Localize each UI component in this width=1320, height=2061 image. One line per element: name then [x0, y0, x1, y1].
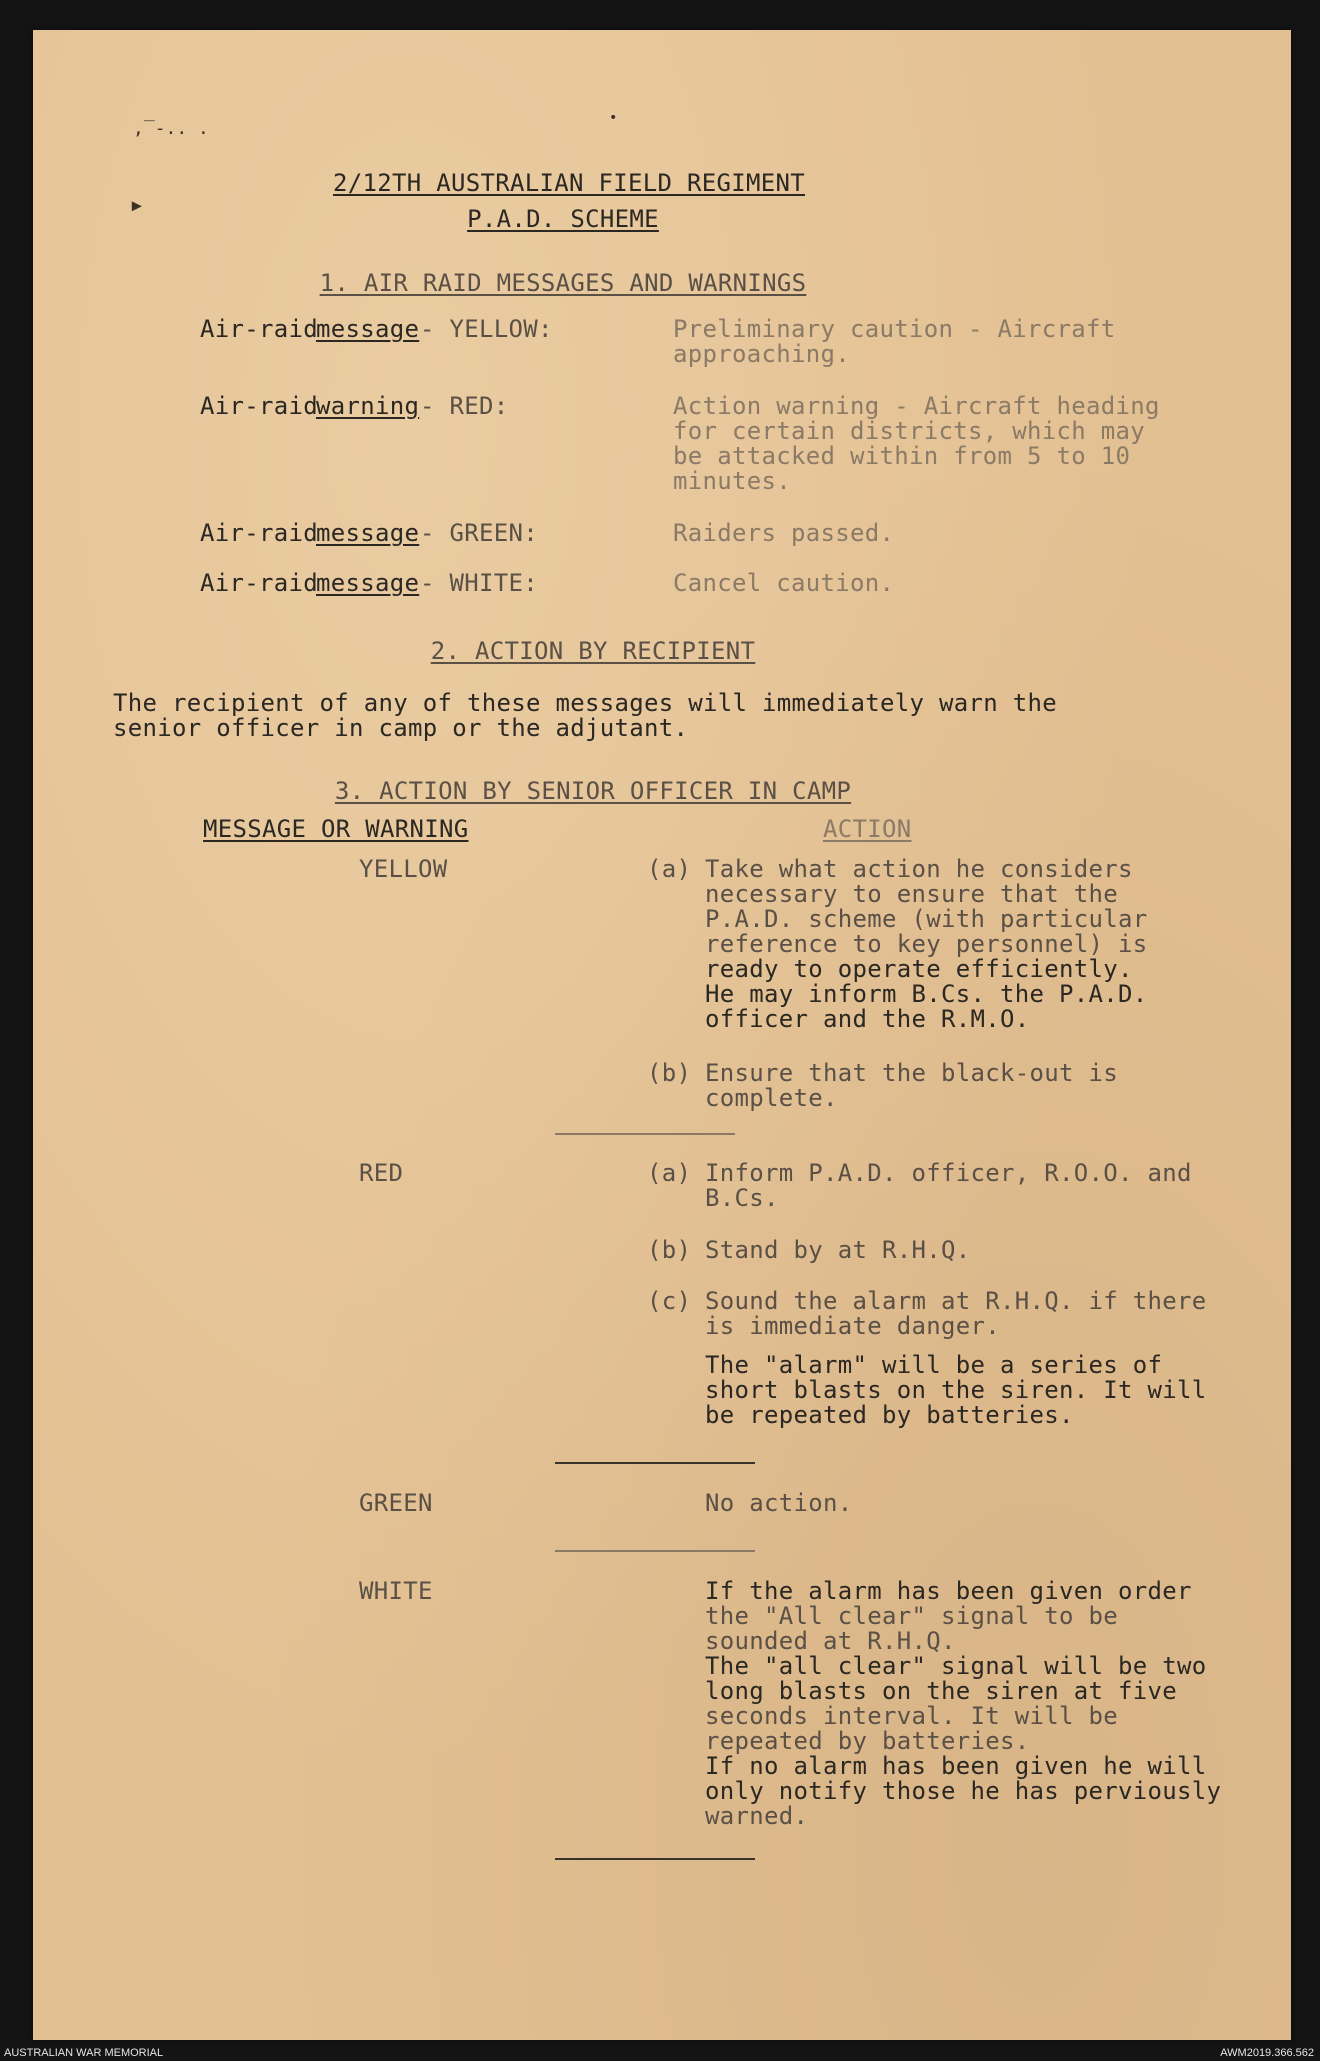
message-kind: message [316, 519, 420, 547]
message-description: minutes. [673, 467, 791, 495]
action-line: If the alarm has been given order [705, 1577, 1192, 1605]
message-prefix: Air-raid [200, 519, 318, 547]
action-line: sounded at R.H.Q. [705, 1627, 956, 1655]
section-heading: 3. ACTION BY SENIOR OFFICER IN CAMP [334, 777, 852, 805]
action-note: be repeated by batteries. [705, 1401, 1074, 1429]
action-note: short blasts on the siren. It will [705, 1376, 1207, 1404]
action-line: reference to key personnel) is [705, 930, 1148, 958]
divider [555, 1462, 755, 1464]
column-header-message: MESSAGE OR WARNING [203, 815, 469, 843]
action-line: long blasts on the siren at five [705, 1677, 1177, 1705]
divider [555, 1858, 755, 1860]
action-line: Inform P.A.D. officer, R.O.O. and [705, 1159, 1192, 1187]
warning-label-white: WHITE [359, 1577, 433, 1605]
footer-accession: AWM2019.366.562 [1220, 2047, 1314, 2059]
action-line: If no alarm has been given he will [705, 1752, 1207, 1780]
footer-credit: AUSTRALIAN WAR MEMORIAL [4, 2047, 164, 2059]
action-line: Stand by at R.H.Q. [705, 1236, 971, 1264]
action-line: necessary to ensure that the [705, 880, 1118, 908]
warning-label-red: RED [359, 1159, 404, 1187]
action-line: only notify those he has perviously [705, 1777, 1222, 1805]
action-line: warned. [705, 1802, 809, 1830]
message-description: Action warning - Aircraft heading [673, 392, 1160, 420]
message-colour: - RED: [420, 392, 509, 420]
action-line: Take what action he considers [705, 855, 1133, 883]
action-line: seconds interval. It will be [705, 1702, 1118, 1730]
paragraph-line: The recipient of any of these messages will immediately warn the [113, 689, 1057, 717]
divider [555, 1133, 735, 1135]
warning-label-yellow: YELLOW [359, 855, 448, 883]
action-line: Ensure that the black-out is [705, 1059, 1118, 1087]
message-prefix: Air-raid [200, 315, 318, 343]
message-kind: message [316, 315, 420, 343]
message-colour: - GREEN: [420, 519, 538, 547]
action-line: P.A.D. scheme (with particular [705, 905, 1148, 933]
message-description: Cancel caution. [673, 569, 895, 597]
action-line: He may inform B.Cs. the P.A.D. [705, 980, 1148, 1008]
message-kind: warning [316, 392, 420, 420]
message-kind: message [316, 569, 420, 597]
action-line: No action. [705, 1489, 853, 1517]
message-prefix: Air-raid [200, 392, 318, 420]
column-header-action: ACTION [823, 815, 912, 843]
punch-mark: ▸ [129, 190, 145, 220]
action-line: complete. [705, 1084, 838, 1112]
action-line: The "all clear" signal will be two [705, 1652, 1207, 1680]
action-line: Sound the alarm at R.H.Q. if there [705, 1287, 1207, 1315]
page-subtitle: P.A.D. SCHEME [467, 205, 659, 233]
item-marker: (b) [647, 1059, 692, 1087]
paragraph-line: senior officer in camp or the adjutant. [113, 714, 689, 742]
document-page [33, 30, 1291, 2040]
message-colour: - WHITE: [420, 569, 538, 597]
action-line: officer and the R.M.O. [705, 1005, 1030, 1033]
ink-dot: • [609, 110, 618, 126]
action-line: is immediate danger. [705, 1312, 1000, 1340]
message-description: approaching. [673, 340, 850, 368]
message-description: Preliminary caution - Aircraft [673, 315, 1116, 343]
message-colour: - YELLOW: [420, 315, 553, 343]
item-marker: (c) [647, 1287, 692, 1315]
item-marker: (a) [647, 855, 692, 883]
divider [555, 1550, 755, 1552]
warning-label-green: GREEN [359, 1489, 433, 1517]
action-line: the "All clear" signal to be [705, 1602, 1118, 1630]
message-description: Raiders passed. [673, 519, 895, 547]
action-note: The "alarm" will be a series of [705, 1351, 1163, 1379]
action-line: repeated by batteries. [705, 1727, 1030, 1755]
action-line: B.Cs. [705, 1184, 779, 1212]
item-marker: (a) [647, 1159, 692, 1187]
item-marker: (b) [647, 1236, 692, 1264]
section-heading: 1. AIR RAID MESSAGES AND WARNINGS [319, 269, 807, 297]
action-line: ready to operate efficiently. [705, 955, 1133, 983]
message-prefix: Air-raid [200, 569, 318, 597]
section-heading: 2. ACTION BY RECIPIENT [430, 637, 756, 665]
message-description: be attacked within from 5 to 10 [673, 442, 1131, 470]
message-description: for certain districts, which may [673, 417, 1145, 445]
ink-mark: ,‾-.. . [133, 118, 209, 139]
page-title: 2/12TH AUSTRALIAN FIELD REGIMENT [333, 169, 805, 197]
